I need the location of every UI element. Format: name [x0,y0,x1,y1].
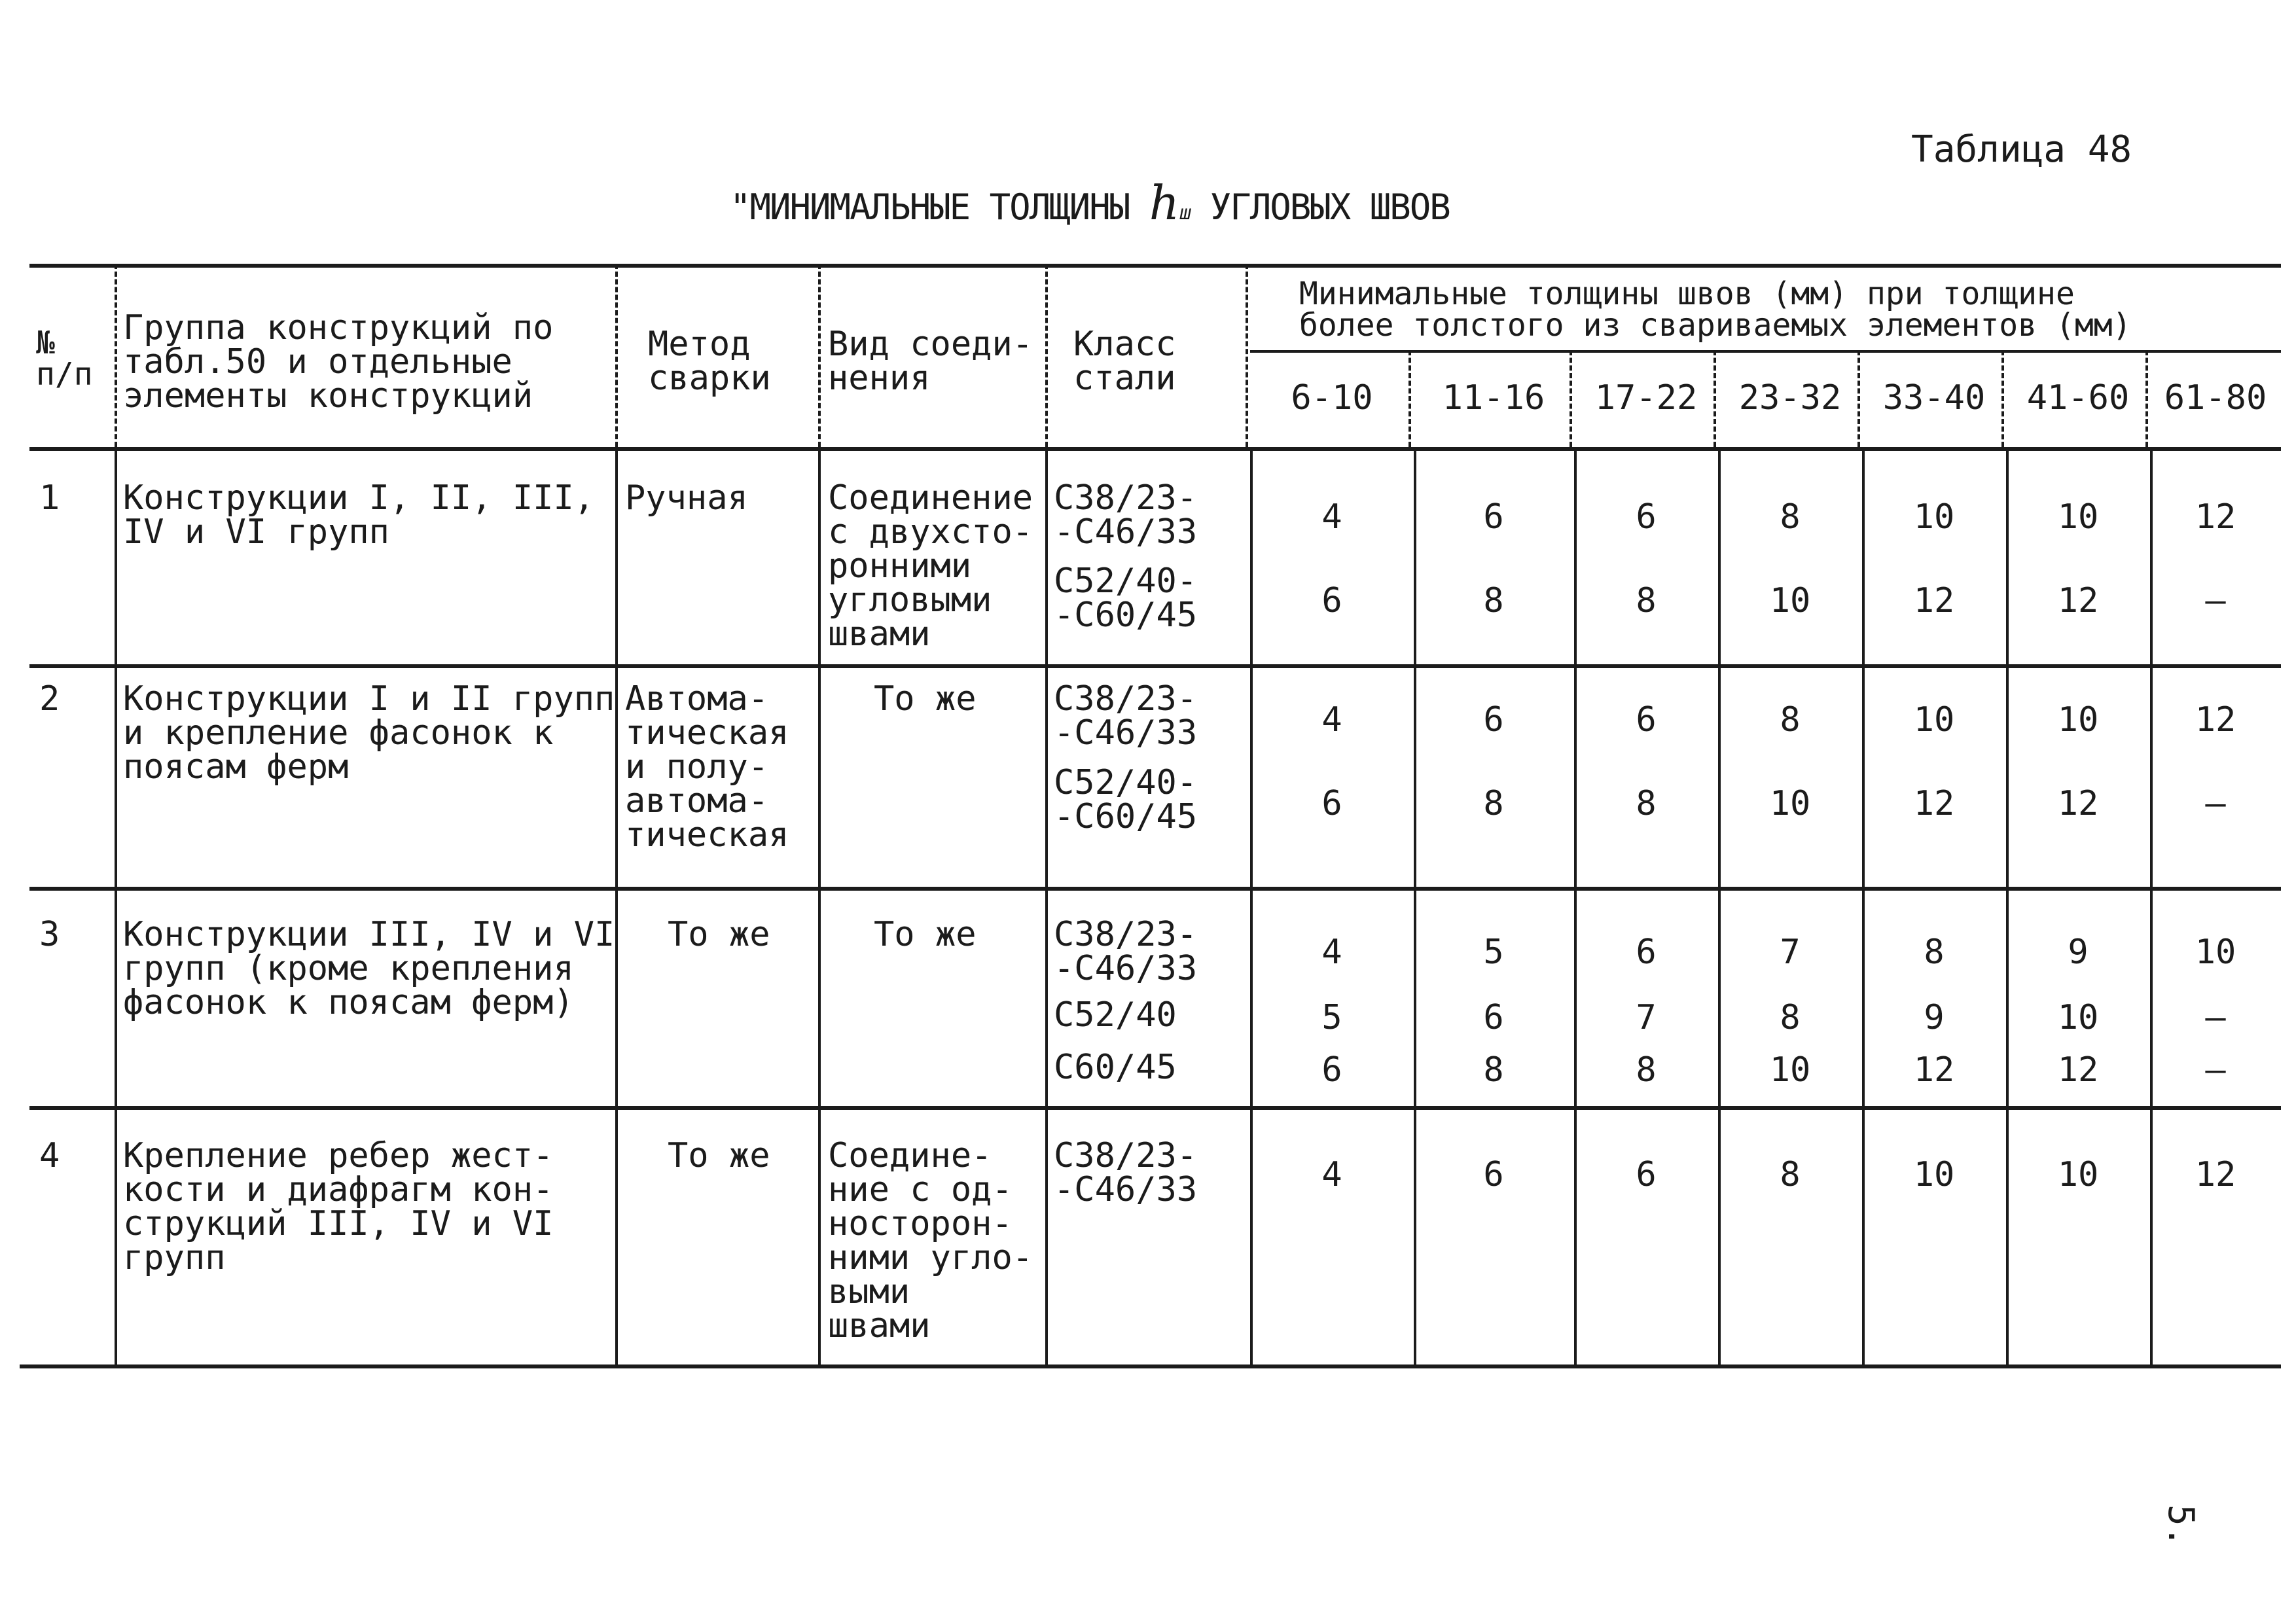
weld-thickness-value: 10 [2195,933,2236,972]
header-joint-type: Вид соеди- нения [828,325,1033,398]
title-text-after: УГЛОВЫХ ШВОВ [1190,187,1450,228]
col-divider [818,264,821,447]
header-steel-class: Класс стали [1073,325,1176,398]
header-construction-group: Группа конструкций по табл.50 и отдельные элементы конструкций [123,308,554,416]
row-number: 1 [39,478,60,518]
weld-thickness-value: 10 [1913,700,1955,740]
weld-thickness-value: – [2205,784,2226,823]
construction-group: Конструкции III, IV и VI групп (кроме крепления фасонок к поясам ферм) [123,915,615,1022]
col-divider [1414,447,1416,1364]
weld-thickness-value: 8 [1636,784,1657,823]
construction-group: Конструкции I и II групп и крепление фасонок к поясам ферм [123,679,615,787]
col-divider [1857,350,1860,447]
range-header: 17-22 [1594,378,1698,418]
title-text-before: "МИНИМАЛЬНЫЕ ТОЛЩИНЫ [730,187,1149,228]
weld-thickness-value: 12 [2057,784,2099,823]
joint-type: Соедине- ние с од- носторон- ними угло- выми швами [828,1136,1033,1346]
table-top-rule [29,264,2281,268]
col-divider [1045,264,1048,447]
header-row-number: № п/п [36,325,93,393]
weld-thickness-value: 7 [1780,933,1801,972]
weld-thickness-value: 12 [2057,581,2099,620]
weld-thickness-value: 10 [1913,497,1955,537]
col-divider [2001,350,2004,447]
weld-thickness-value: 8 [1483,784,1504,823]
welding-method: Ручная [625,478,748,518]
weld-thickness-value: 12 [2195,497,2236,537]
weld-thickness-value: 4 [1321,700,1342,740]
range-header: 33-40 [1882,378,1986,418]
joint-type: То же [874,915,977,954]
weld-thickness-value: 8 [1780,1155,1801,1194]
weld-thickness-value: 8 [1483,581,1504,620]
joint-type: Соединение с двухсто- ронними угловыми швами [828,478,1033,654]
weld-thickness-value: 4 [1321,933,1342,972]
range-header: 41-60 [2026,378,2130,418]
weld-thickness-value: 6 [1483,998,1504,1037]
weld-thickness-value: 10 [2057,700,2099,740]
col-divider [1570,350,1572,447]
welding-method: То же [668,1136,770,1175]
weld-thickness-value: 6 [1483,497,1504,537]
weld-thickness-value: – [2205,581,2226,620]
weld-thickness-value: 8 [1780,998,1801,1037]
subheader-rule [1250,350,2281,353]
weld-thickness-value: 7 [1636,998,1657,1037]
row-rule [29,664,2281,668]
weld-thickness-value: 8 [1636,581,1657,620]
row-number: 4 [39,1136,60,1175]
weld-thickness-value: 12 [1913,784,1955,823]
steel-class: С52/40- -С60/45 [1054,562,1198,635]
weld-thickness-value: 6 [1636,1155,1657,1194]
steel-class: С38/23- -С46/33 [1054,1136,1198,1209]
col-divider [1408,350,1411,447]
range-header: 61-80 [2164,378,2267,418]
range-header: 11-16 [1442,378,1545,418]
weld-thickness-value: 6 [1483,1155,1504,1194]
row-number: 2 [39,679,60,719]
row-rule [29,887,2281,891]
weld-thickness-value: 4 [1321,1155,1342,1194]
table-number: Таблица 48 [1911,128,2132,171]
welding-method: Автома- тическая и полу- автома- тическая [625,679,789,855]
col-divider [115,264,117,447]
weld-thickness-value: 10 [1769,784,1811,823]
weld-thickness-value: 6 [1321,1050,1342,1090]
steel-class: С60/45 [1054,1048,1177,1087]
weld-thickness-value: 10 [1769,1050,1811,1090]
weld-thickness-value: 8 [1780,700,1801,740]
row-number: 3 [39,915,60,954]
col-divider [1574,447,1577,1364]
steel-class: С38/23- -С46/33 [1054,915,1198,988]
weld-thickness-value: 10 [1913,1155,1955,1194]
title-subscript: ш [1179,202,1191,224]
weld-thickness-value: 10 [1769,581,1811,620]
weld-thickness-value: – [2205,998,2226,1037]
weld-thickness-value: 6 [1636,497,1657,537]
col-divider [615,447,618,1364]
weld-thickness-value: 6 [1636,700,1657,740]
weld-thickness-value: 10 [2057,998,2099,1037]
steel-class: С38/23- -С46/33 [1054,478,1198,552]
header-min-thickness: Минимальные толщины швов (мм) при толщине более толстого из свариваемых элементов (мм) [1299,276,2132,344]
steel-class: С52/40- -С60/45 [1054,763,1198,836]
weld-thickness-value: 6 [1321,581,1342,620]
weld-thickness-value: 12 [2195,1155,2236,1194]
joint-type: То же [874,679,977,719]
weld-thickness-value: 8 [1483,1050,1504,1090]
table-title [730,175,1450,230]
weld-thickness-value: 8 [1636,1050,1657,1090]
header-bottom-rule [29,447,2281,451]
steel-class: С38/23- -С46/33 [1054,679,1198,753]
weld-thickness-value: 12 [2057,1050,2099,1090]
col-divider [115,447,117,1364]
col-divider [2006,447,2009,1364]
weld-thickness-value: 4 [1321,497,1342,537]
col-divider [818,447,821,1364]
weld-thickness-value: 5 [1483,933,1504,972]
header-welding-method: Метод сварки [648,325,771,398]
weld-thickness-value: 9 [2068,933,2089,972]
title-symbol: h [1149,175,1180,230]
weld-thickness-value: 6 [1636,933,1657,972]
construction-group: Конструкции I, II, III, IV и VI групп [123,478,595,552]
row-rule [29,1106,2281,1110]
col-divider [615,264,618,447]
col-divider [1862,447,1865,1364]
weld-thickness-value: 6 [1483,700,1504,740]
col-divider [1718,447,1721,1364]
weld-thickness-value: 12 [1913,581,1955,620]
col-divider [1713,350,1716,447]
welding-method: То же [668,915,770,954]
weld-thickness-value: 8 [1780,497,1801,537]
col-divider [1045,447,1048,1364]
weld-thickness-value: 8 [1924,933,1945,972]
weld-thickness-value: 12 [2195,700,2236,740]
range-header: 6-10 [1291,378,1373,418]
weld-thickness-value: 6 [1321,784,1342,823]
col-divider [1246,264,1248,447]
weld-thickness-value: 5 [1321,998,1342,1037]
weld-thickness-value: 9 [1924,998,1945,1037]
weld-thickness-value: 10 [2057,1155,2099,1194]
weld-thickness-value: 12 [1913,1050,1955,1090]
col-divider [1250,447,1253,1364]
col-divider [2145,350,2148,447]
page-number: 5. [2161,1504,2202,1548]
steel-class: С52/40 [1054,995,1177,1035]
table-bottom-rule [20,1364,2281,1368]
weld-thickness-value: – [2205,1050,2226,1090]
range-header: 23-32 [1738,378,1842,418]
construction-group: Крепление ребер жест- кости и диафрагм кон- струкций III, IV и VI групп [123,1136,554,1277]
weld-thickness-value: 10 [2057,497,2099,537]
